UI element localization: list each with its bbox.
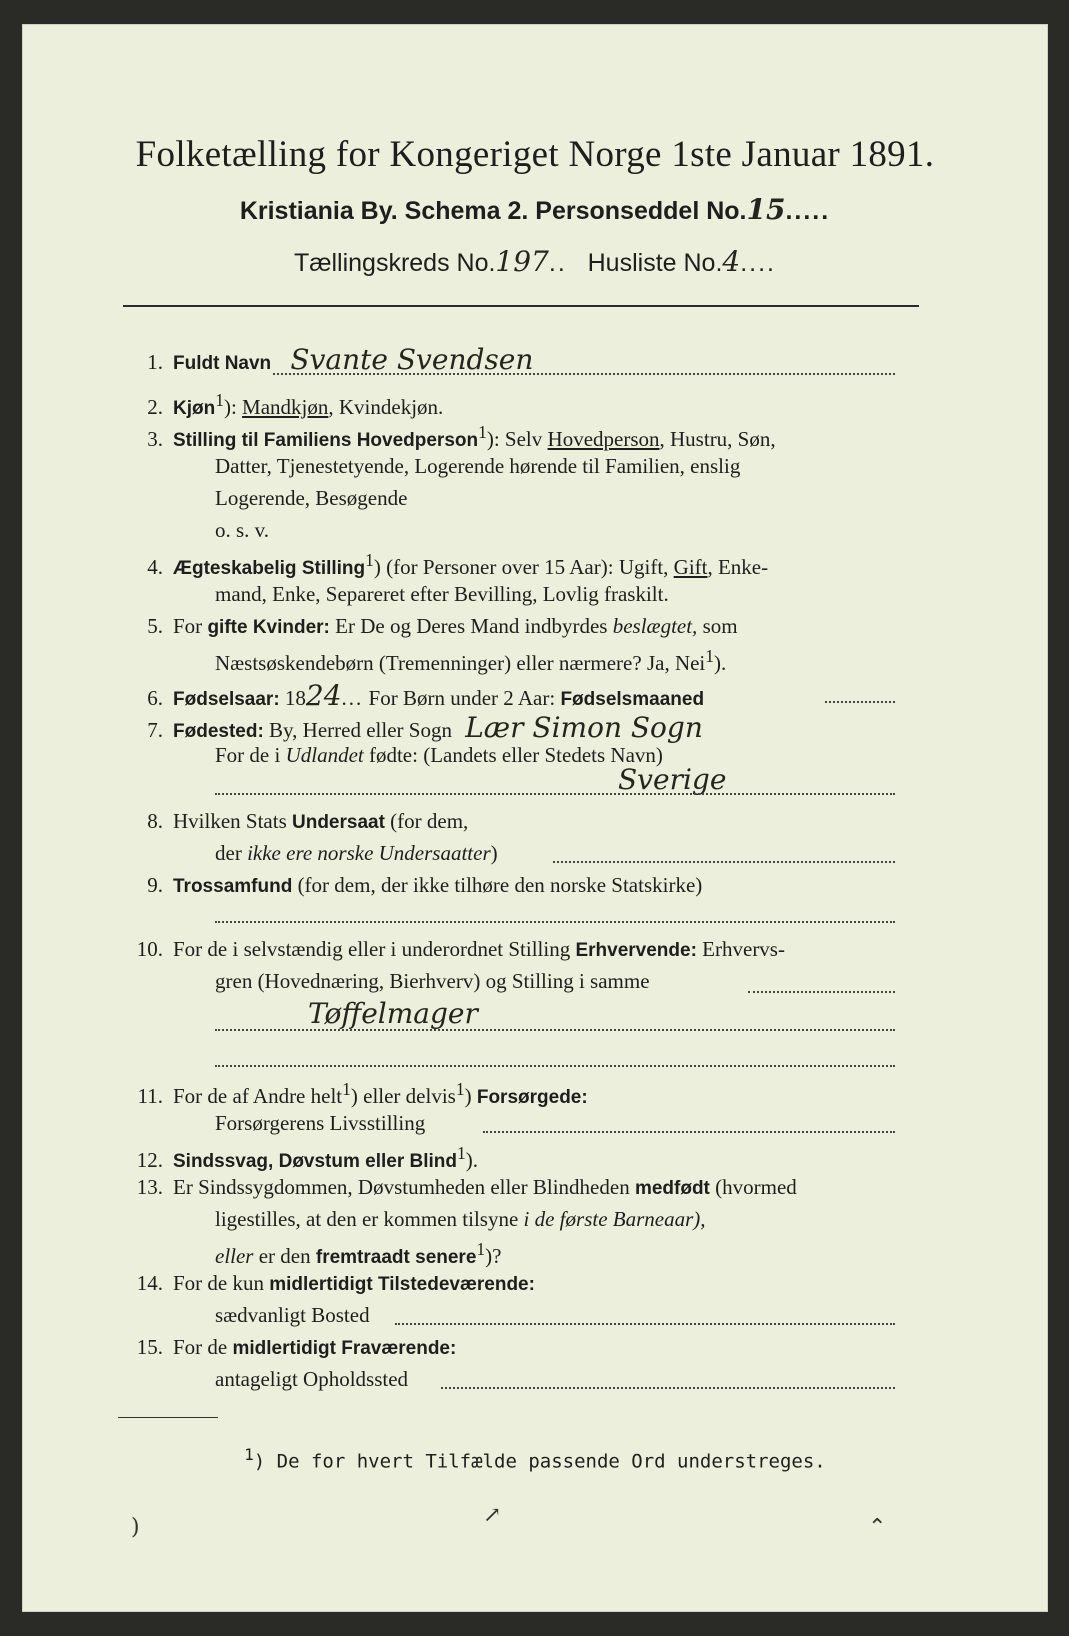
item-number: 12. [136,1148,163,1172]
form-district-line [23,245,1047,278]
item-text: o. s. v. [215,518,270,542]
item-number: 1. [147,350,163,374]
item-13 [123,1175,923,1200]
item-label: Stilling til Familiens Hovedperson [173,430,479,451]
item-text: For [173,614,203,638]
marital-status-selected: Gift [673,555,708,579]
item-text: )? [485,1244,502,1268]
gender-selected-option: Mandkjøn [242,395,329,419]
item-text: antageligt Opholdssted [215,1367,409,1391]
item-text: ) [490,841,498,865]
item-number: 15. [136,1335,163,1359]
item-text: For de kun [173,1271,264,1295]
dot-leader [553,861,895,863]
footnote-ref: 1 [478,422,487,442]
item-8 [123,809,923,834]
footnote-ref: 1 [342,1079,351,1099]
item-5 [123,614,923,639]
item-7-line2 [215,743,663,768]
item-label: Fuldt Navn [173,353,272,374]
item-text: Erhvervs- [702,937,785,961]
gender-option: , Kvindekjøn. [328,395,444,419]
item-text: fødte: (Landets eller Stedets Navn) [368,743,663,767]
dot-leader [483,1131,895,1133]
item-5-line2 [215,646,726,676]
item-number: 9. [147,873,163,897]
item-12 [123,1143,923,1173]
item-text: (hvormed [715,1175,797,1199]
occupation-value: Tøffelmager [308,997,478,1030]
dot-leader [215,1065,895,1067]
form-subtitle [23,193,1047,226]
dot-leader: ..... [785,197,831,225]
item-11 [123,1079,923,1109]
item-14 [123,1271,923,1296]
footnote-ref: 1 [476,1239,486,1259]
item-label: Sindssvag, Døvstum eller Blind [173,1151,458,1172]
item-10 [123,937,923,962]
item-3 [123,422,923,452]
item-label: Undersaat [292,812,385,833]
personseddel-number: 15 [746,193,786,226]
item-text: ): Selv [486,427,543,451]
item-text: For de [173,1335,228,1359]
husliste-number: 4 [722,245,741,278]
item-text: ). [714,651,727,675]
item-number: 11. [137,1084,163,1108]
header-rule [123,305,919,307]
dot-leader [748,991,895,993]
item-text: ). [465,1148,479,1172]
item-text: ligestilles, at den er kommen tilsyne [215,1207,519,1231]
footnote-ref: 1 [705,646,715,666]
item-label: Fødselsmaaned [560,689,705,710]
item-text: som [702,614,738,638]
item-text: gren (Hovednæring, Bierhverv) og Stilling i samme [215,969,650,993]
item-8-line2 [215,841,498,866]
item-13-line2 [215,1207,706,1232]
item-1 [123,343,923,376]
item-number: 10. [136,937,163,961]
item-number: 4. [147,555,163,579]
footnote-ref: 1 [457,1143,466,1163]
footnote-ref: 1 [244,1445,254,1464]
item-text: ) eller delvis [350,1084,456,1108]
dot-leader [395,1323,895,1325]
item-label: Fødested: [173,721,264,742]
item-label: Kjøn [173,398,216,419]
dot-leader: .. [548,249,567,277]
item-label: Fødselsaar: [173,689,280,710]
foreign-birthplace-value: Sverige [618,763,727,796]
item-text: i de første Barneaar), [523,1207,706,1231]
item-text: Datter, Tjenestetyende, Logerende hørende til Familien, enslig [215,454,741,478]
personseddel-label: Kristiania By. Schema 2. Personseddel No. [239,197,747,225]
item-number: 8. [147,809,163,833]
item-text: Er Sindssygdommen, Døvstumheden eller Blindheden [173,1175,630,1199]
item-label: Forsørgede: [476,1087,588,1108]
item-text: For de af Andre helt [173,1084,343,1108]
taellingskreds-number: 197 [495,245,549,278]
dot-leader [825,701,895,703]
item-text: ikke ere norske Undersaatter [247,841,491,865]
item-text: er den [258,1244,311,1268]
dot-leader [215,921,895,923]
dot-leader [441,1387,895,1389]
item-number: 14. [136,1271,163,1295]
footnote-text: ) De for hvert Tilfælde passende Ord understreges. [253,1450,826,1473]
item-text: Logerende, Besøgende [215,486,408,510]
item-number: 6. [147,686,163,710]
item-text: , Hustru, Søn, [659,427,776,451]
item-text: Er De og Deres Mand indbyrdes [335,614,608,638]
birth-year-value: 24 [305,679,342,712]
item-label: Erhvervende: [575,940,697,961]
item-label: fremtraadt senere [315,1247,477,1268]
taellingskreds-label: Tællingskreds No. [293,249,496,277]
husliste-label: Husliste No. [587,249,723,277]
item-label: midlertidigt Fraværende: [232,1338,457,1359]
item-text: der [215,841,242,865]
item-13-line3 [215,1239,501,1269]
footnote [23,1445,1047,1472]
item-text: , Enke- [707,555,769,579]
item-7 [123,711,923,744]
item-text: beslægtet, [612,614,698,638]
item-text: Hvilken Stats [173,809,287,833]
form-title: Folketælling for Kongeriget Norge 1ste Januar 1891. [135,134,935,175]
item-number: 7. [147,718,163,742]
dot-leader: ... [341,686,364,710]
item-label: Ægteskabelig Stilling [173,558,366,579]
item-9 [123,873,923,898]
item-text: Næstsøskendebørn (Tremenninger) eller nærmere? Ja, Nei [215,651,706,675]
item-label: Trossamfund [173,876,293,897]
family-role-selected: Hovedperson [547,427,660,451]
item-label: gifte Kvinder: [207,617,330,638]
stray-mark: ↗ [483,1503,502,1528]
item-text: (for dem, [390,809,469,833]
dot-leader: .... [740,249,777,277]
item-label: medfødt [634,1178,710,1199]
footnote-rule [118,1417,218,1418]
item-text: eller [215,1244,254,1268]
item-text: For Børn under 2 Aar: [368,686,556,710]
item-text: By, Herred eller Sogn [269,718,452,742]
birth-year-prefix: 18 [284,686,306,710]
birthplace-value: Lær Simon Sogn [465,711,703,744]
item-text: Udlandet [285,743,364,767]
footnote-ref: 1 [455,1079,465,1099]
dot-leader [273,373,895,375]
item-text: Forsørgerens Livsstilling [215,1111,426,1135]
item-6 [123,679,923,712]
footnote-ref: 1 [365,550,374,570]
item-text: For de i selvstændig eller i underordnet Stilling [173,937,571,961]
item-number: 5. [147,614,163,638]
item-text: ) [464,1084,472,1108]
item-number: 13. [136,1175,163,1199]
item-text: (for dem, der ikke tilhøre den norske Statskirke) [297,873,703,897]
item-text: ): [223,395,237,419]
footnote-ref: 1 [215,390,224,410]
item-text: mand, Enke, Separeret efter Bevilling, Lovlig fraskilt. [215,582,669,606]
item-text: sædvanligt Bosted [215,1303,370,1327]
stray-mark: ⌃ [868,1515,887,1540]
full-name-value: Svante Svendsen [290,343,534,376]
item-15 [123,1335,923,1360]
dot-leader [215,1029,895,1031]
item-2 [123,390,923,420]
item-text: ) (for Personer over 15 Aar): Ugift, [373,555,669,579]
item-number: 3. [147,427,163,451]
item-number: 2. [147,395,163,419]
item-4 [123,550,923,580]
item-text: For de i [215,743,281,767]
item-label: midlertidigt Tilstedeværende: [269,1274,535,1295]
census-form [22,24,1048,1612]
stray-mark: ) [131,1515,140,1540]
dot-leader [215,793,895,795]
